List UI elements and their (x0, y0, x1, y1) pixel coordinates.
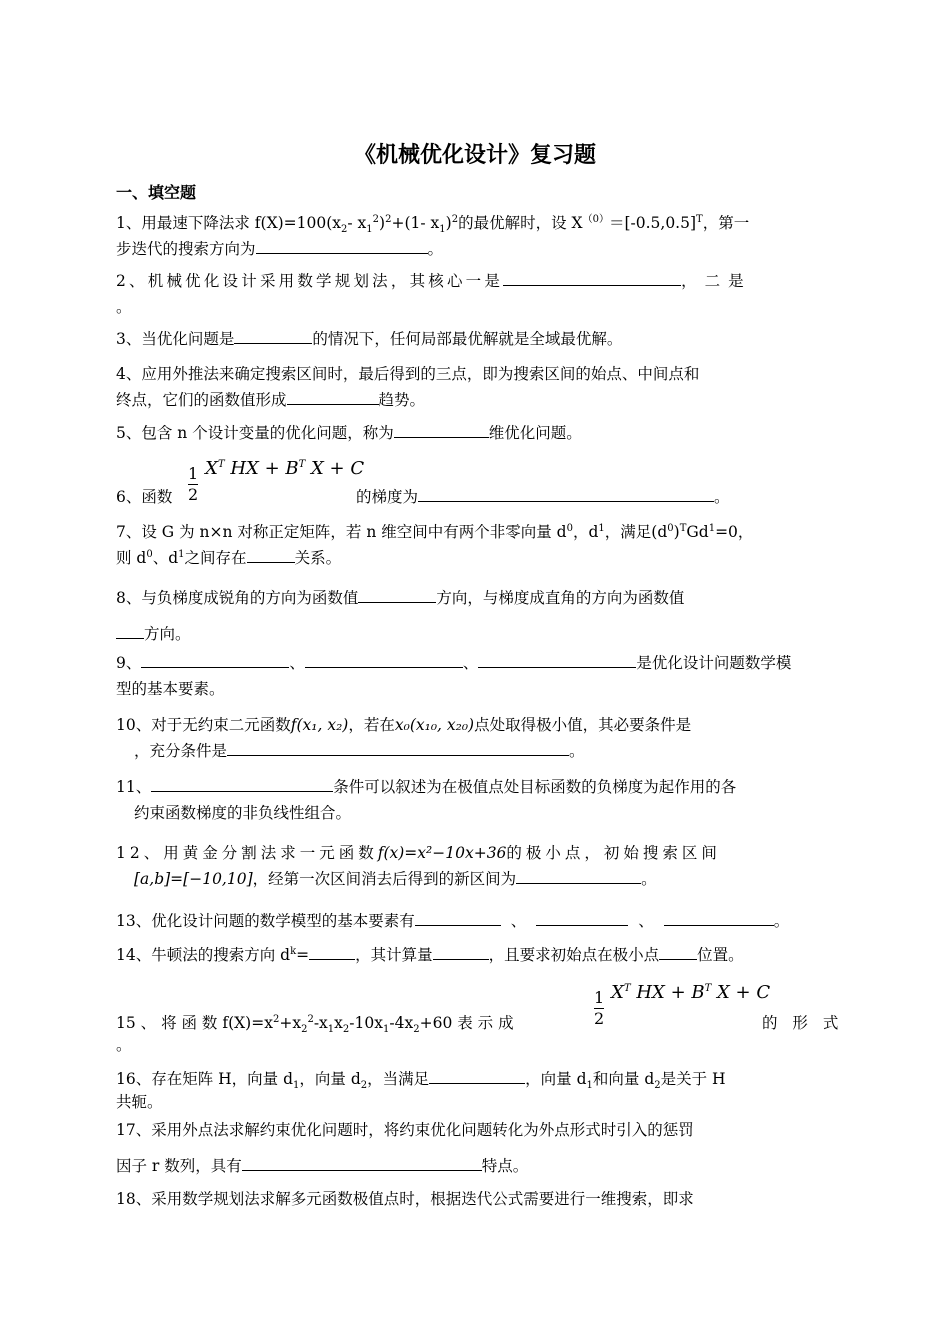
answer-blank[interactable] (234, 327, 312, 344)
answer-blank[interactable] (478, 651, 636, 668)
answer-blank[interactable] (394, 421, 489, 438)
answer-blank[interactable] (242, 1154, 482, 1171)
answer-blank[interactable] (415, 909, 501, 926)
question-5: 5、包含 n 个设计变量的优化问题，称为 维优化问题。 (116, 420, 836, 446)
answer-blank[interactable] (305, 651, 463, 668)
document-title: 《机械优化设计》复习题 (353, 143, 596, 168)
question-3: 3、当优化问题是 的情况下，任何局部最优解就是全域最优解。 (116, 326, 836, 352)
answer-blank[interactable] (256, 237, 428, 254)
answer-blank[interactable] (418, 485, 714, 502)
question-4: 4、应用外推法来确定搜索区间时，最后得到的三点，即为搜索区间的始点、中间点和 终点，它们的函数值形成 趋势。 (116, 365, 700, 409)
question-6: 6、函数 $\frac{1}{2}$ $X^T$ HX + $B^T$ X + C 的梯度为 。 (116, 458, 730, 506)
question-13: 13、优化设计问题的数学模型的基本要素有 、 、 。 (116, 908, 836, 934)
question-8: 8、与负梯度成锐角的方向为函数值 方向，与梯度成直角的方向为函数值 方向。 (116, 580, 836, 652)
point-expression: x₀(x₁₀, x₂₀) (394, 716, 475, 734)
question-17: 17、采用外点法求解约束优化问题时，将约束优化问题转化为外点形式时引入的惩罚 因子 r 数列，具有 特点。 (116, 1121, 694, 1175)
answer-blank[interactable] (433, 943, 489, 960)
answer-blank[interactable] (227, 739, 569, 756)
interval-expression: [a,b]=[−10,10] (134, 870, 253, 888)
question-16: 16、存在矩阵 H，向量 $d_1$，向量 $d_2$，当满足 ，向量 $d_1$和向量 $d_2$是关于 H 共轭。 (116, 1066, 836, 1112)
answer-blank[interactable] (503, 269, 681, 286)
question-12: 12、用黄金分割法求一元函数f(x)=x²−10x+36的极小点，初始搜索区间 [a,b]=[−10,10]，经第一次区间消去后得到的新区间为 。 (116, 844, 721, 888)
question-15: 15 、 将 函 数 $f(X)=x^2+x_2^2-x_1x_2-10x_1-4x_2+60$ 表 示 成 $\frac{1}{2}$ $X^T$ HX + $B^T$ X + C 的 形 式 。 (116, 982, 844, 1054)
quadratic-formula: $\frac{1}{2}$ $X^T$ HX + $B^T$ X + C (188, 458, 365, 504)
question-1: 1、用最速下降法求 $f(X)=100(x_2-$ $x_1^2)^2+(1-$ $x_1)^2$的最优解时，设 $X^{(0)}=[-0.5,0.5]^T$，第一 步迭代的搜索方向为 。 (116, 213, 750, 258)
question-9: 9、 、 、 是优化设计问题数学模 型的基本要素。 (116, 650, 836, 702)
answer-blank[interactable] (358, 586, 436, 603)
answer-blank[interactable] (309, 943, 355, 960)
question-11: 11、 条件可以叙述为在极值点处目标函数的负梯度为起作用的各 约束函数梯度的非负线性组合。 (116, 774, 836, 826)
question-18: 18、采用数学规划法求解多元函数极值点时，根据迭代公式需要进行一维搜索，即求 (116, 1190, 694, 1208)
answer-blank[interactable] (664, 909, 774, 926)
question-7: 7、设 G 为 n×n 对称正定矩阵，若 n 维空间中有两个非零向量 $d^0$，$d^1$，满足$(d^0)^TGd^1=0$， 则 $d^0$、$d^1$之间存在 关系。 (116, 522, 754, 567)
answer-blank[interactable] (116, 622, 144, 639)
function-expression: f(x)=x²−10x+36 (377, 844, 507, 862)
answer-blank[interactable] (287, 388, 379, 405)
answer-blank[interactable] (659, 943, 697, 960)
answer-blank[interactable] (247, 546, 295, 563)
answer-blank[interactable] (151, 775, 333, 792)
answer-blank[interactable] (516, 867, 641, 884)
quadratic-formula: $\frac{1}{2}$ $X^T$ HX + $B^T$ X + C (594, 982, 771, 1028)
answer-blank[interactable] (429, 1067, 525, 1084)
section-heading: 一、填空题 (116, 183, 197, 202)
answer-blank[interactable] (141, 651, 289, 668)
question-14: 14、牛顿法的搜索方向 $d^k=$ ，其计算量 ，且要求初始点在极小点 位置。 (116, 942, 836, 968)
question-10: 10、对于无约束二元函数f(x₁, x₂)，若在x₀(x₁₀, x₂₀)点处取得极小值，其必要条件是 ，充分条件是 。 (116, 716, 692, 760)
answer-blank[interactable] (536, 909, 628, 926)
function-expression: f(x₁, x₂) (290, 716, 349, 734)
question-2: 2、机械优化设计采用数学规划法，其核心一是 ，二是 。 (116, 268, 836, 320)
